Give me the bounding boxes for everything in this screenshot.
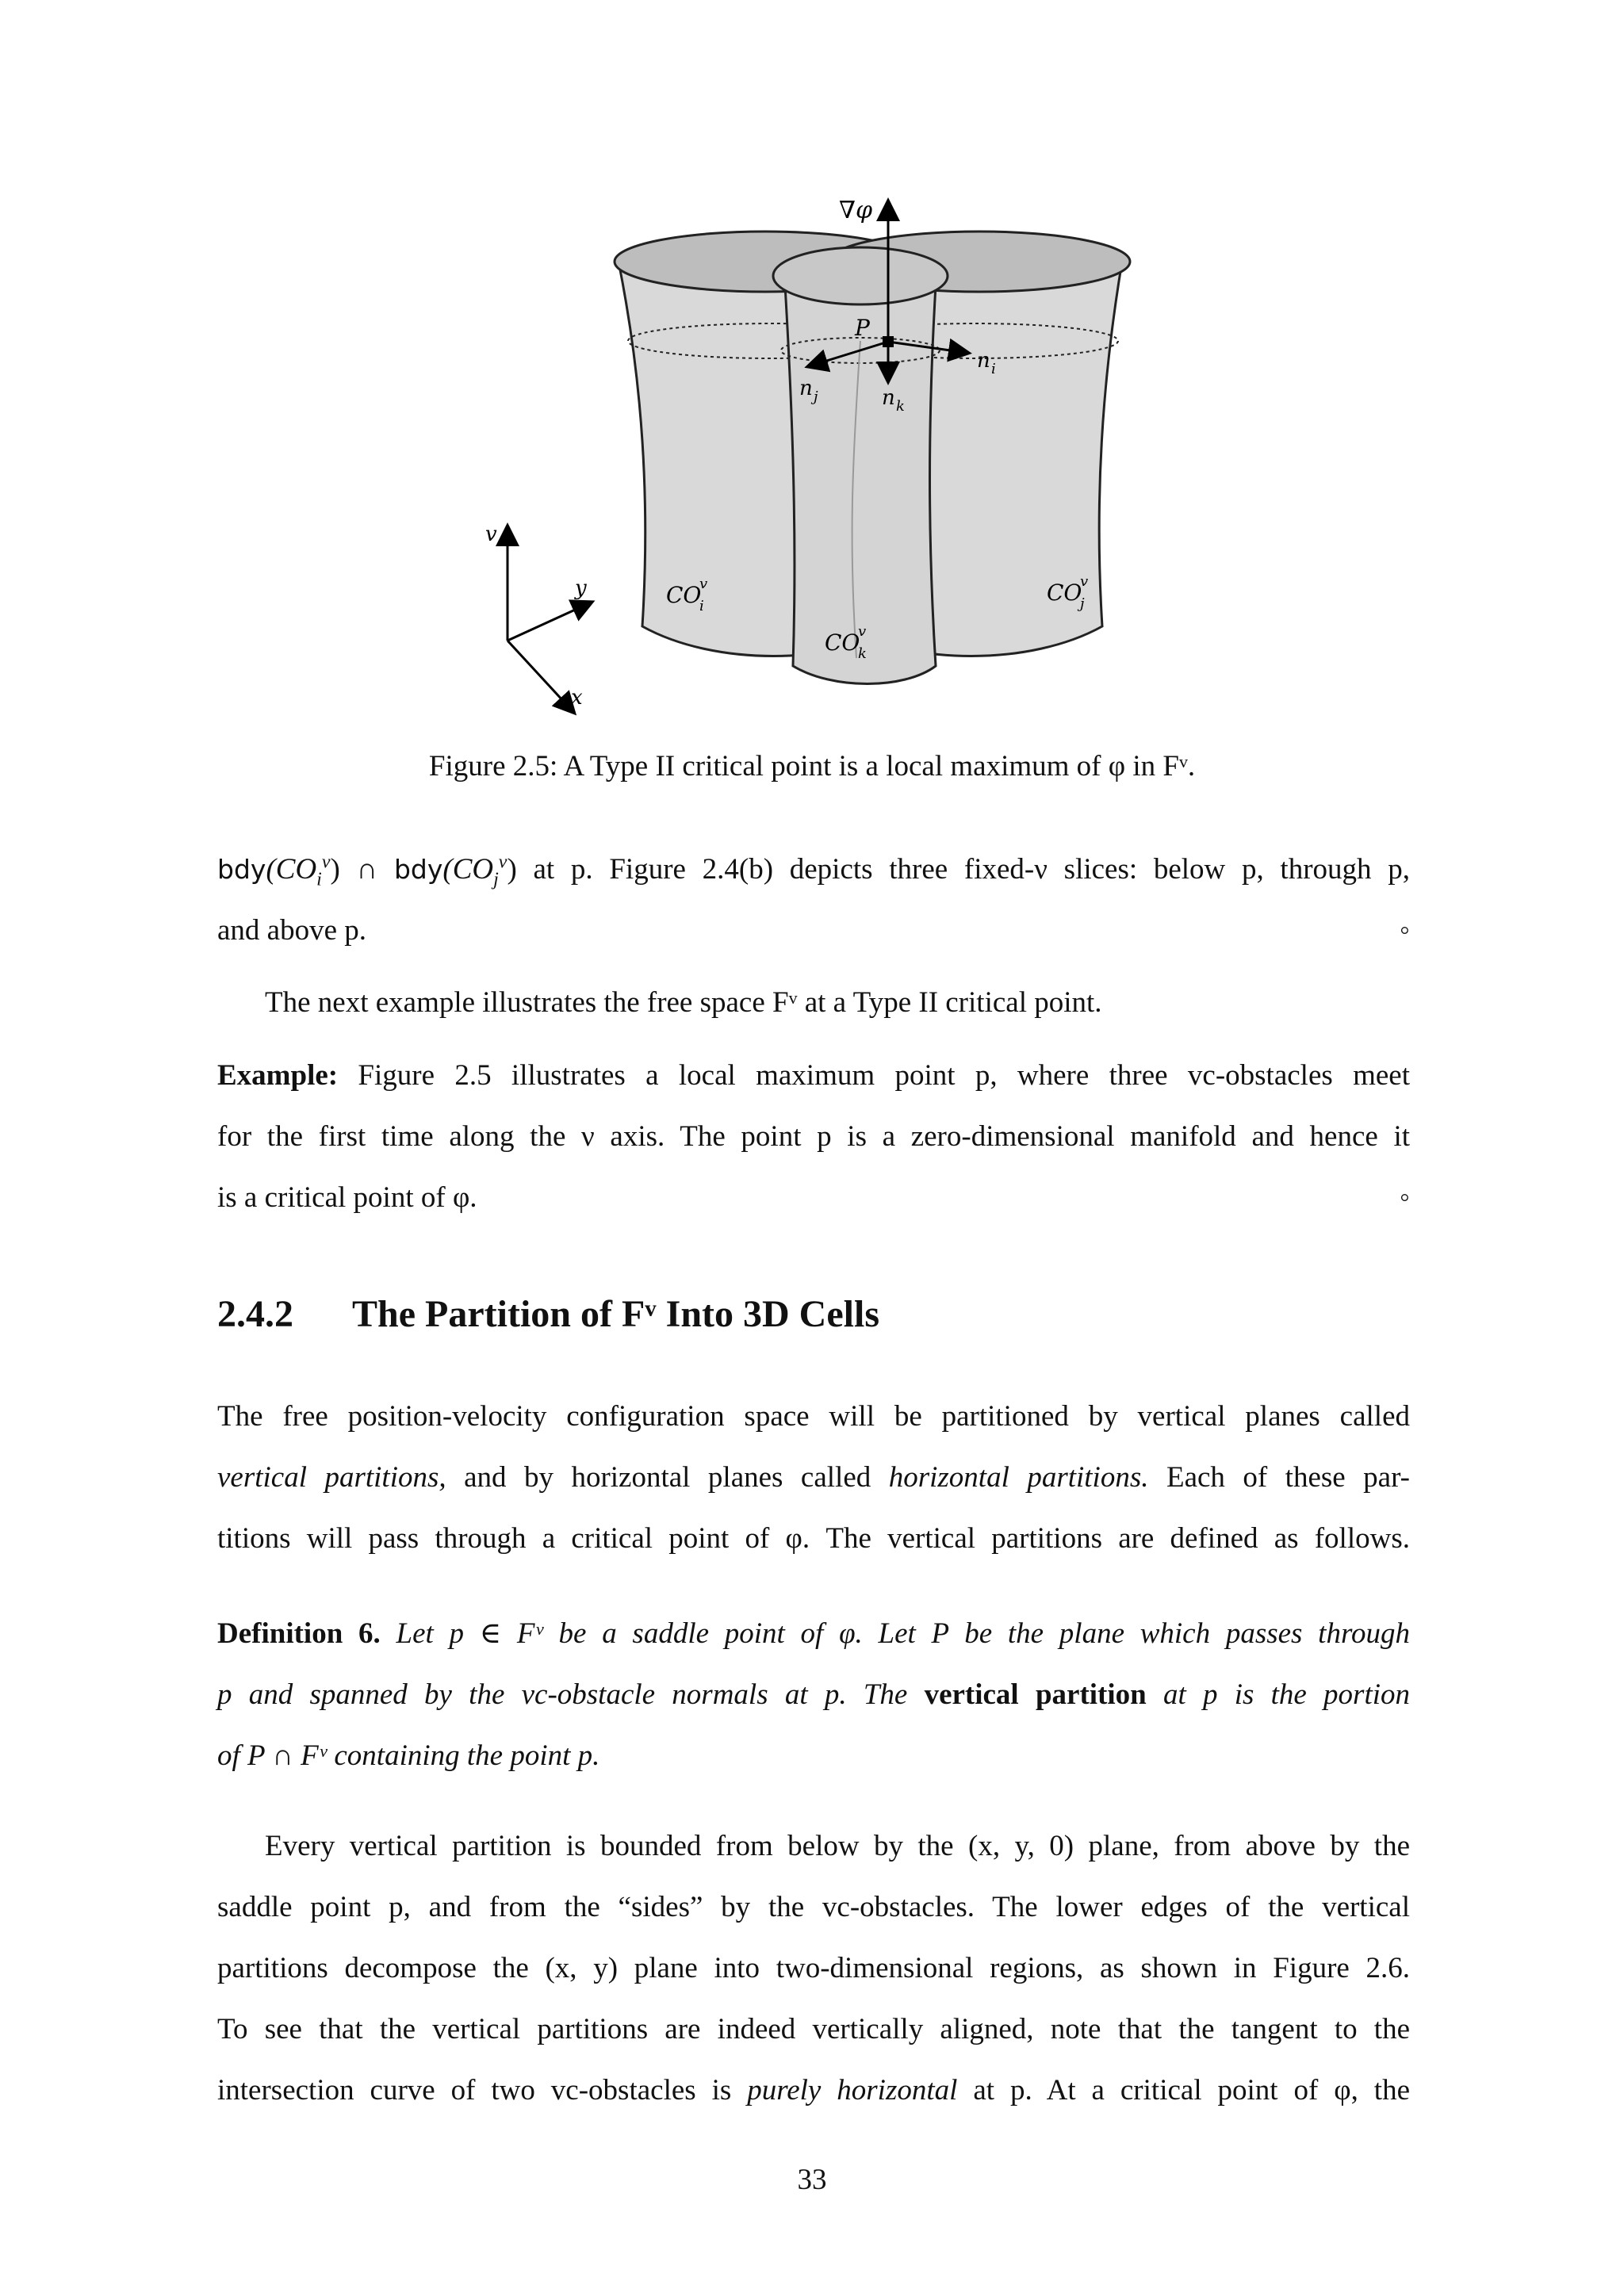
co-k-sub: k bbox=[858, 645, 867, 662]
co-k-label: CO bbox=[825, 629, 860, 656]
paragraph-2: The next example illustrates the free space Fᵛ at a Type II critical point. bbox=[265, 986, 1102, 1019]
definition-6: Definition 6. Let p ∈ Fᵛ be a saddle point of φ. Let P be the plane which passes through p and spanned by the vc-obstacle normals at p. The vertical partition at p is the portion of P ∩ Fᵛ containing the point p. bbox=[217, 1617, 1411, 1772]
paragraph-4: Every vertical partition is bounded from below by the (x, y, 0) plane, from above by the saddle point p, and from the “sides” by the vc-obstacles. The lower edges of the vertical partitions decompose the (x, y) plane into two-dimensional regions, as shown in Figure 2.6. To see that the vertical partitions are indeed vertically aligned, note that the tangent to the intersection curve of two vc-obstacles is purely horizontal at p. At a critical point of φ, the bbox=[217, 1830, 1410, 2107]
end-mark: ◦ bbox=[1399, 914, 1410, 947]
co-j-label: CO bbox=[1047, 580, 1082, 606]
page-number: 33 bbox=[797, 2164, 827, 2196]
section-heading bbox=[217, 1292, 879, 1336]
nk-sub: k bbox=[896, 398, 905, 415]
co-i-sup: v bbox=[699, 576, 708, 592]
paragraph-3: The free position-velocity configuration space will be partitioned by vertical planes called vertical partitions, and by horizontal planes called horizontal partitions. Each of these par- titions will pass through a critical point of φ. The vertical partitions are defined as follows. bbox=[217, 1400, 1410, 1555]
figure-illustration bbox=[460, 182, 1174, 737]
point-p-label: P bbox=[855, 315, 870, 341]
nj-sub: j bbox=[814, 388, 818, 405]
ni-label: n bbox=[977, 349, 990, 373]
co-j-sup: v bbox=[1080, 573, 1089, 590]
axis-v-label: v bbox=[485, 522, 497, 546]
cylinder-co-k bbox=[773, 247, 948, 684]
paragraph-1-line-2: and above p. ◦ bbox=[217, 900, 1410, 961]
nj-label: n bbox=[799, 377, 813, 400]
end-mark: ◦ bbox=[1399, 1181, 1410, 1214]
figure-2-5 bbox=[460, 182, 1174, 737]
axis-y-arrow bbox=[508, 603, 591, 641]
example-label: Example: bbox=[217, 1059, 339, 1092]
co-k-sup: v bbox=[858, 623, 867, 640]
co-j-sub: j bbox=[1080, 595, 1085, 612]
ni-sub: i bbox=[991, 361, 996, 377]
axis-y-label: y bbox=[575, 576, 587, 600]
axis-x-arrow bbox=[508, 641, 573, 712]
definition-label: Definition 6. bbox=[217, 1617, 381, 1650]
section-number: 2.4.2 bbox=[217, 1293, 293, 1335]
section-title: The Partition of Fᵛ Into 3D Cells bbox=[352, 1293, 879, 1335]
co-i-label: CO bbox=[666, 582, 702, 608]
paragraph-1-line-1: $bdy(CO_i^v)$ ∩ $bdy(CO_j^v)$ at p. Figure 2.4(b) depicts three fixed-ν slices: below p, through p, bbox=[217, 851, 1410, 890]
co-i-sub: i bbox=[699, 598, 704, 614]
nk-label: n bbox=[882, 386, 895, 410]
axis-x-label: x bbox=[571, 686, 583, 710]
example-block: Example: Figure 2.5 illustrates a local maximum point p, where three vc-obstacles meet for the first time along the ν axis. The point p is a zero-dimensional manifold and hence it is a critical point of φ. ◦ bbox=[217, 1045, 1410, 1228]
grad-label: ∇φ bbox=[839, 197, 872, 224]
paragraph-1 bbox=[217, 839, 1410, 961]
figure-caption: Figure 2.5: A Type II critical point is a local maximum of φ in Fᵛ. bbox=[428, 750, 1196, 783]
